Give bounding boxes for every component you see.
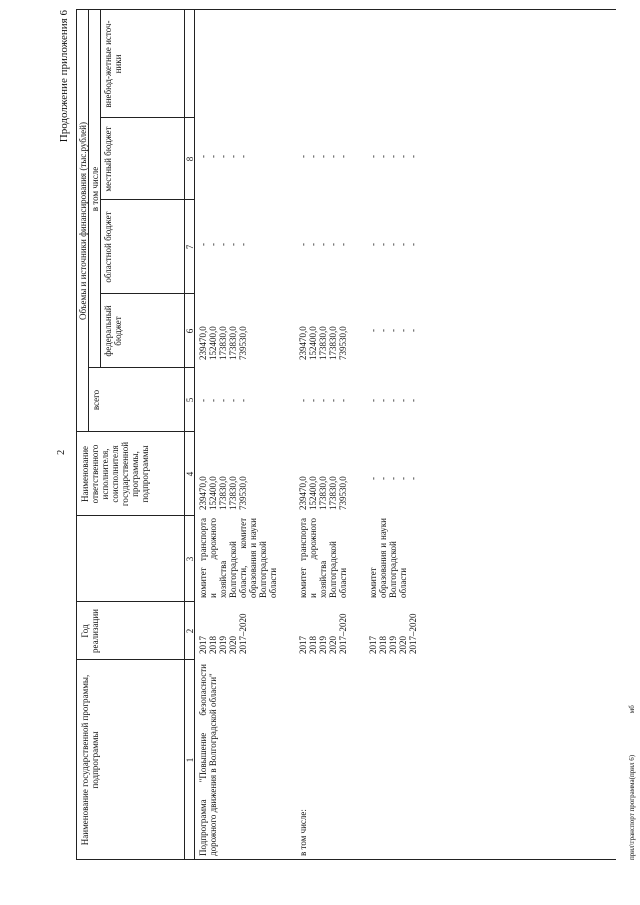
header-regional: областной бюджет <box>103 211 113 283</box>
executor: комитет образования и науки Волгоградской области <box>368 518 408 598</box>
header-extrabudget: внебюд-жетные источ-ники <box>103 20 123 108</box>
regional-values: 239470,0 152400,0 173830,0 173830,0 739530,0 <box>198 326 248 360</box>
total-values: 239470,0 152400,0 173830,0 173830,0 739530,0 <box>198 476 248 510</box>
regional-values: - - - - - <box>368 329 418 332</box>
in-that-number-label: в том числе: <box>298 809 308 856</box>
years: 2017 2018 2019 2020 2017–2020 <box>298 613 348 654</box>
col-num-5: 5 <box>185 397 195 403</box>
federal-values: - - - - - <box>368 399 418 402</box>
continuation-title: Продолжение приложения 6 <box>58 10 70 143</box>
col-num-3: 3 <box>185 556 195 562</box>
header-funding-group: Объемы и источники финансирования (тыс.рублей) <box>78 122 88 320</box>
federal-values: - - - - - <box>298 399 348 402</box>
col-num-4: 4 <box>185 471 195 477</box>
col-num-1: 1 <box>185 757 195 763</box>
extra-values: - - - - - <box>198 155 248 158</box>
header-year: Год реализации <box>80 609 100 653</box>
regional-values: 239470,0 152400,0 173830,0 173830,0 739530,0 <box>298 326 348 360</box>
funding-table <box>76 10 616 860</box>
federal-values: - - - - - <box>198 399 248 402</box>
header-total: всего <box>91 389 101 411</box>
header-executor: Наименование ответственного исполнителя, соисполнителя государственной программы, подпрограммы <box>80 441 150 507</box>
years: 2017 2018 2019 2020 2017–2020 <box>368 613 418 654</box>
total-values: - - - - - <box>368 477 418 480</box>
col-num-2: 2 <box>185 628 195 634</box>
local-values: - - - - - <box>368 243 418 246</box>
header-federal: федеральный бюджет <box>103 305 123 357</box>
col-num-6: 6 <box>185 328 195 334</box>
header-in-that-number: в том числе <box>90 166 100 212</box>
executor: комитет транспорта и дорожного хозяйства Волгоградской области <box>298 518 348 598</box>
page-number: 2 <box>56 449 67 455</box>
extra-values: - - - - - <box>368 155 418 158</box>
years: 2017 2018 2019 2020 2017–2020 <box>198 613 248 654</box>
total-values: 239470,0 152400,0 173830,0 173830,0 739530,0 <box>298 476 348 510</box>
footer <box>628 665 636 860</box>
local-values: - - - - - <box>198 243 248 246</box>
subprogram-name: Подпрограмма "Повышение безопасности дорожного движения в Волгоградской области" <box>198 664 218 856</box>
header-local: местный бюджет <box>103 126 113 192</box>
executor: комитет транспорта и дорожного хозяйства Волгоградской области, комитет образования и науки Волгоградской области <box>198 518 278 598</box>
footer-path: прил\транспорт программа(прил 6) <box>628 754 636 860</box>
local-values: - - - - - <box>298 243 348 246</box>
col-num-7: 7 <box>185 244 195 250</box>
footer-code: мб <box>628 705 636 714</box>
col-num-8: 8 <box>185 156 195 162</box>
extra-values: - - - - - <box>298 155 348 158</box>
header-program-name: Наименование государственной программы, подпрограммы <box>80 674 100 846</box>
rotated-page <box>56 0 640 870</box>
